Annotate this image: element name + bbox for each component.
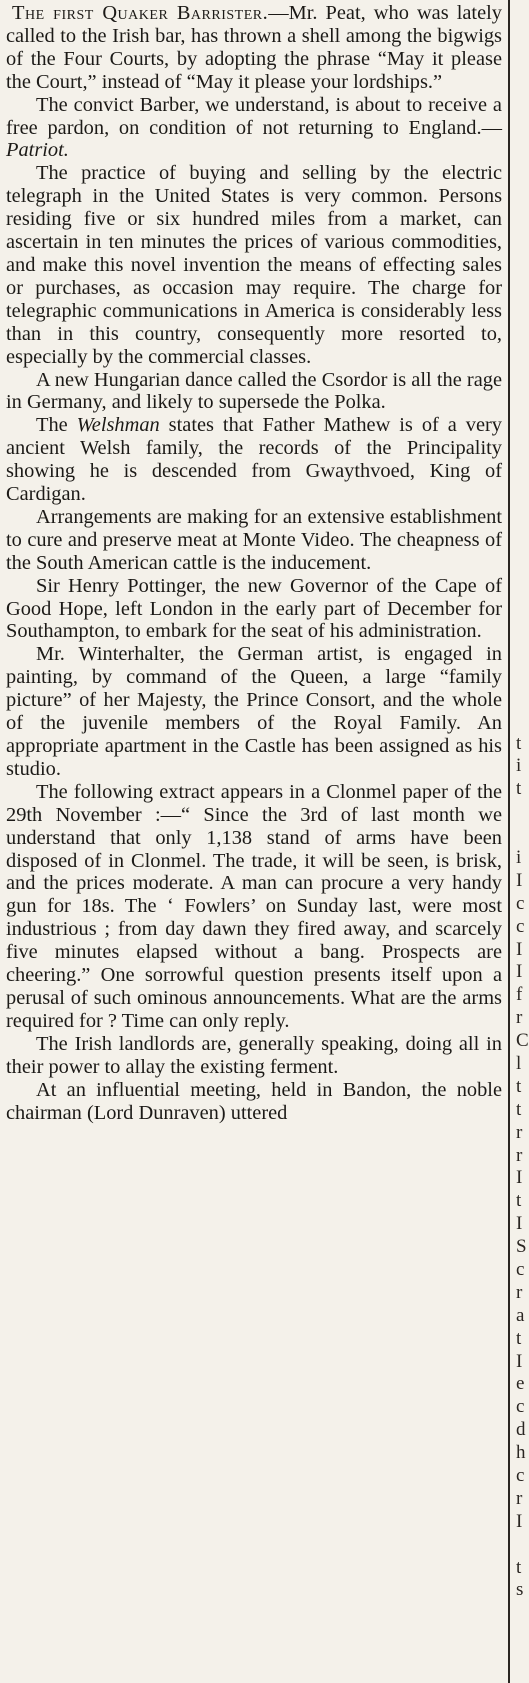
paragraph-convict-barber [6,94,502,163]
edge-letter [516,412,524,435]
edge-letter: s [516,1579,524,1601]
edge-letter: r [516,1121,523,1143]
edge-letter [516,595,524,618]
edge-letter [516,481,524,504]
edge-letter [516,824,524,847]
edge-letter: I [516,1213,523,1235]
edge-letter [516,710,524,733]
edge-letter: d [516,1419,526,1441]
edge-letter [516,275,524,298]
edge-letter: r [516,1487,523,1509]
paragraph-irish-landlords: The Irish landlords are, generally speaking, doing all in their power to allay the existing ferment. [6,1032,502,1078]
edge-letter [516,92,524,115]
edge-letter: S [516,1236,527,1258]
edge-letter: I [516,1167,523,1189]
edge-letter [516,252,524,275]
edge-letter: c [516,1396,525,1418]
edge-letter [516,687,524,710]
edge-letter: h [516,1442,526,1464]
edge-letter: t [516,1327,522,1349]
paragraph-quaker-barrister [6,2,502,94]
edge-letter [516,183,524,206]
paragraph-source: Patriot. [6,139,69,162]
edge-letter [516,526,524,549]
edge-letter [516,114,524,137]
edge-letter: t [516,1556,522,1578]
edge-letter [516,664,524,687]
edge-letter: t [516,1075,522,1097]
edge-letter [516,801,524,824]
edge-letter [516,366,524,389]
adjacent-column-edge [516,0,529,1683]
edge-letter: C [516,1030,529,1052]
edge-letter [516,229,524,252]
edge-letter: r [516,1007,523,1029]
edge-letter [516,46,524,69]
edge-letter [516,572,524,595]
edge-letter: c [516,892,525,914]
paragraph-lead: The first Quaker Barrister. [12,2,269,24]
paragraph-hungarian-dance: A new Hungarian dance called the Csordor is all the rage in Germany, and likely to supersede the Polka. [6,368,502,414]
paragraph-electric-telegraph: The practice of buying and selling by the electric telegraph in the United States is very common. Persons residing five or six hundred miles from a market, can ascertain in ten minutes the prices of various commodities, and make this novel invention the means of effecting sales or purchases, as occasion may require. The charge for telegraphic communications in America is considerably less than in this country, consequently more resorted to, especially by the commercial classes. [6,162,502,368]
paragraph-father-mathew [6,414,502,506]
paragraph-text: states that Father Mathew is of a very ancient Welsh family, the records of the Principality showing he is descended from Gwaythvoed, King of Cardigan. [6,414,502,506]
edge-letter: t [516,778,522,800]
edge-letter [516,23,524,46]
column-rule [508,0,510,1683]
edge-letter: r [516,1144,523,1166]
article-column [6,2,502,1124]
edge-letter: l [516,1052,522,1074]
edge-letter [516,641,524,664]
edge-letter [516,298,524,321]
edge-letter: I [516,961,523,983]
paragraph-text: The [36,414,77,437]
paragraph-text: —Mr. Peat, who was lately called to the Irish bar, has thrown a shell among the bigwigs of the Four Courts, by adopting the phrase “May it please the Court,” instead of “May it please your lordships.” [6,2,502,93]
edge-letter: I [516,869,523,891]
edge-letter: c [516,1465,525,1486]
edge-letter [516,389,524,412]
edge-letter: c [516,1258,525,1280]
edge-letter: t [516,1098,522,1120]
edge-letter [516,343,524,366]
edge-letter [516,160,524,183]
edge-letter: f [516,984,523,1006]
edge-letter [516,458,524,481]
edge-letter [516,0,524,23]
edge-letter [516,1534,524,1557]
edge-letter: I [516,1510,523,1532]
newspaper-name: Welshman [76,414,160,437]
paragraph-bandon-meeting: At an influential meeting, held in Bandon, the noble chairman (Lord Dunraven) uttered [6,1078,502,1124]
edge-letter [516,618,524,641]
paragraph-clonmel-extract: The following extract appears in a Clonmel paper of the 29th November :—“ Since the 3rd of last month we understand that only 1,138 stand of arms have been disposed of in Clonmel. The trade, it will be seen, is brisk, and the prices moderate. A man can procure a very handy gun for 18s. The ‘ Fowlers’ on Sunday last, were most industrious ; from day dawn they fired away, and scarcely five minutes elapsed without a bang. Prospects are cheering.” One sorrowful question presents itself upon a perusal of such ominous announcements. What are the arms required for ? Time can only reply. [6,780,502,1032]
edge-letter: I [516,938,523,960]
edge-letter [516,137,524,160]
paragraph-monte-video: Arrangements are making for an extensive establishment to cure and preserve meat at Monte Video. The cheapness of the South American cattle is the inducement. [6,505,502,574]
paragraph-winterhalter: Mr. Winterhalter, the German artist, is engaged in painting, by command of the Queen, a large “family picture” of her Majesty, the Prince Consort, and the whole of the juvenile members of the Royal Family. An appropriate apartment in the Castle has been assigned as his studio. [6,643,502,780]
edge-letter: I [516,1350,523,1372]
edge-letter: a [516,1304,525,1326]
edge-letter: t [516,1190,522,1212]
edge-letter [516,320,524,343]
paragraph-henry-pottinger: Sir Henry Pottinger, the new Governor of the Cape of Good Hope, left London in the early part of December for Southampton, to embark for the seat of his administration. [6,574,502,643]
edge-letter: e [516,1373,525,1395]
edge-letter: i [516,755,522,777]
edge-letter [516,435,524,458]
edge-letter [516,504,524,527]
edge-letter: t [516,732,522,754]
edge-letter [516,549,524,572]
edge-letter: r [516,1281,523,1303]
edge-letter: i [516,846,522,868]
paragraph-text: The convict Barber, we understand, is about to receive a free pardon, on condition of not returning to England.— [6,93,502,139]
edge-letter [516,206,524,229]
edge-letter [516,69,524,92]
edge-letter: c [516,915,525,937]
